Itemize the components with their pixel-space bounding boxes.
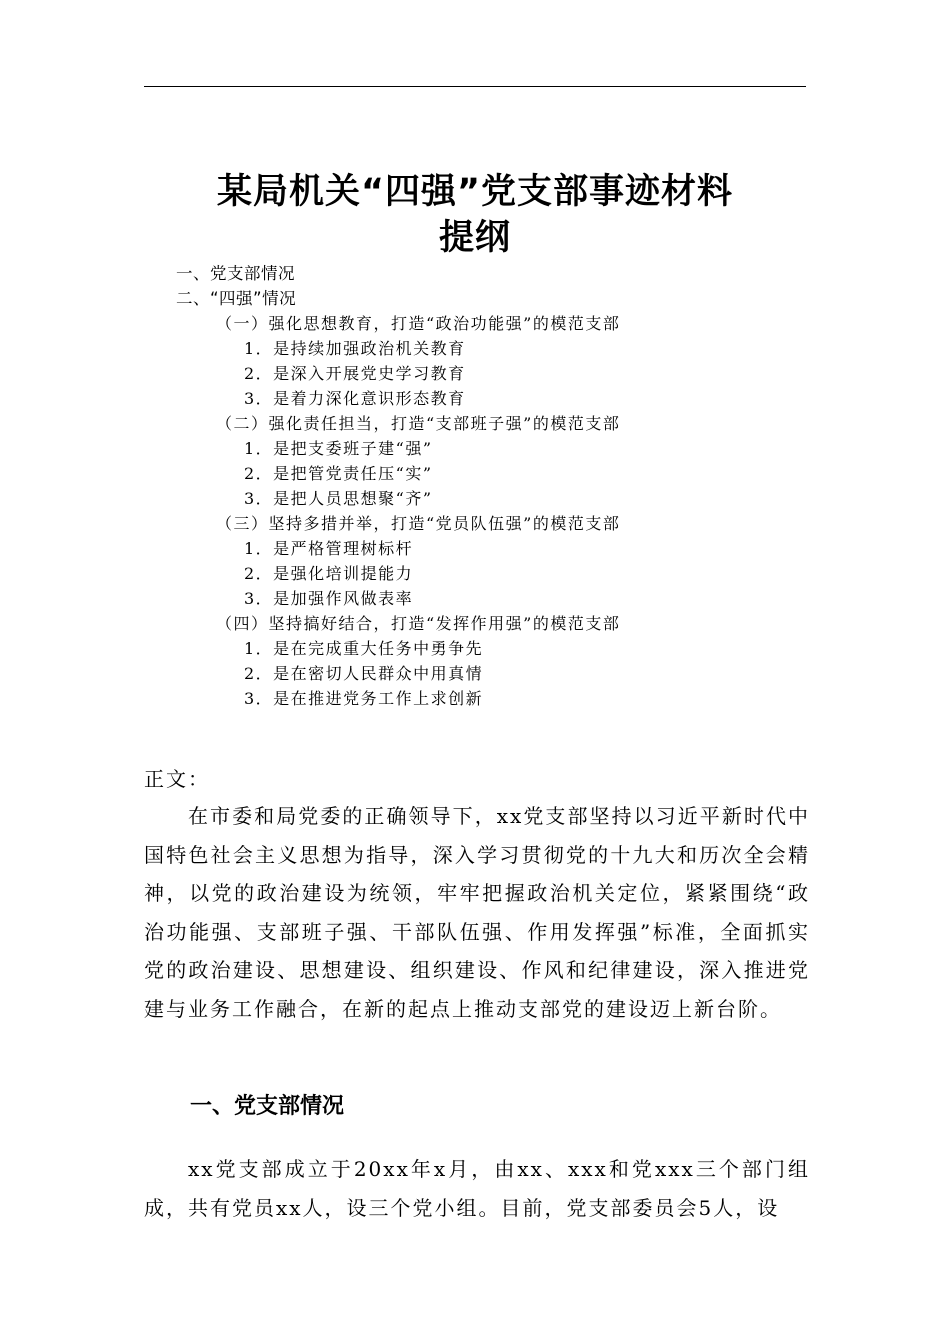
outline-point: 1．是把支委班子建“强”	[244, 439, 433, 458]
document-title-line2: 提纲	[438, 218, 511, 258]
outline-point: 2．是强化培训提能力	[244, 564, 414, 583]
outline-point: 2．是在密切人民群众中用真情	[244, 664, 484, 683]
outline-point: 2．是把管党责任压“实”	[244, 464, 433, 483]
outline-subsection: （三）坚持多措并举，打造“党员队伍强”的模范支部	[216, 514, 621, 533]
outline-subsection: （二）强化责任担当，打造“支部班子强”的模范支部	[216, 414, 621, 433]
body-label: 正文：	[144, 767, 210, 791]
section-paragraph: xx党支部成立于20xx年x月，由xx、xxx和党xxx三个部门组成，共有党员xx人，设三个党小组。目前，党支部委员会5人，设	[144, 1157, 810, 1220]
outline-item: 一、党支部情况	[176, 264, 295, 283]
outline-point: 1．是严格管理树标杆	[244, 539, 414, 558]
outline-item: 二、“四强”情况	[176, 289, 297, 308]
outline-point: 3．是把人员思想聚“齐”	[244, 489, 433, 508]
outline-subsection: （四）坚持搞好结合，打造“发挥作用强”的模范支部	[216, 614, 621, 633]
intro-block	[144, 797, 810, 1028]
outline-subsection: （一）强化思想教育，打造“政治功能强”的模范支部	[216, 314, 621, 333]
outline-point: 3．是着力深化意识形态教育	[244, 389, 466, 408]
outline-point: 1．是持续加强政治机关教育	[244, 339, 466, 358]
outline-point: 2．是深入开展党史学习教育	[244, 364, 466, 383]
header-rule	[144, 86, 806, 87]
document-title: 某局机关“四强”党支部事迹材料	[216, 172, 733, 212]
section-body	[144, 1150, 810, 1227]
section-heading: 一、党支部情况	[190, 1094, 345, 1119]
outline-point: 3．是加强作风做表率	[244, 589, 414, 608]
outline-point: 1．是在完成重大任务中勇争先	[244, 639, 484, 658]
intro-paragraph: 在市委和局党委的正确领导下，xx党支部坚持以习近平新时代中国特色社会主义思想为指导，深入学习贯彻党的十九大和历次全会精神，以党的政治建设为统领，牢牢把握政治机关定位，紧紧围绕“政治功能强、支部班子强、干部队伍强、作用发挥强”标准，全面抓实党的政治建设、思想建设、组织建设、作风和纪律建设，深入推进党建与业务工作融合，在新的起点上推动支部党的建设迈上新台阶。	[144, 804, 810, 1021]
outline-point: 3．是在推进党务工作上求创新	[244, 689, 484, 708]
